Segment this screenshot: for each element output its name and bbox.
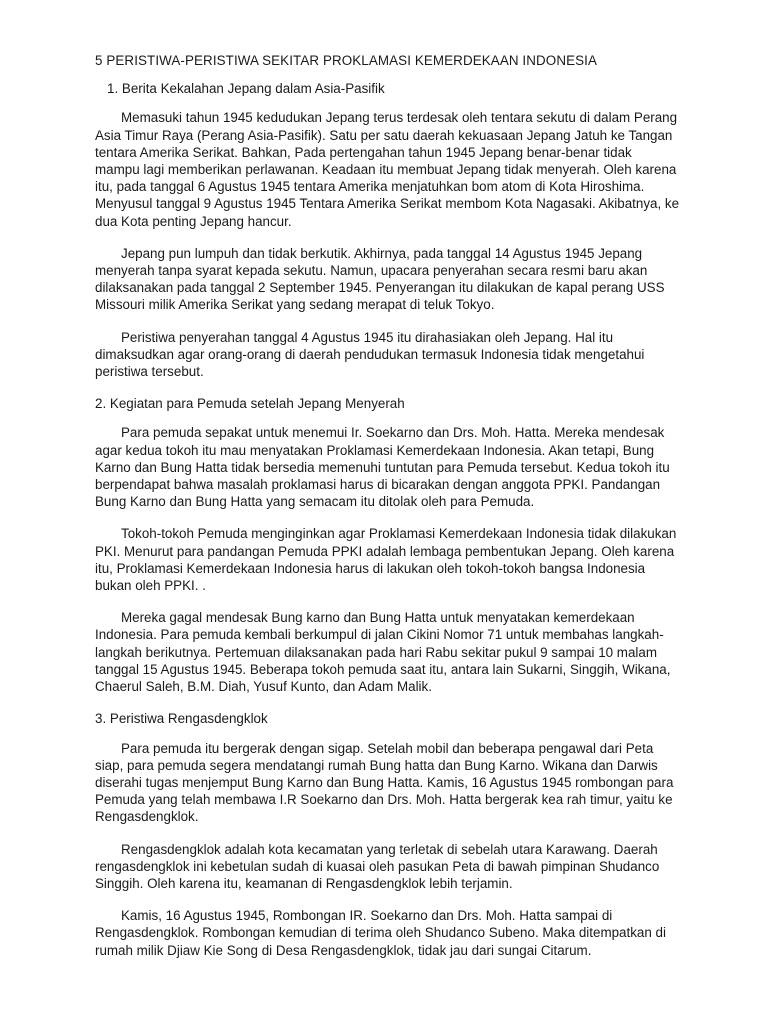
paragraph: Kamis, 16 Agustus 1945, Rombongan IR. Soekarno dan Drs. Moh. Hatta sampai di Rengasdengklok. Rombongan kemudian di terima oleh Shudanco Subeno. Maka ditempatkan di rumah milik Djiaw Kie Song di Desa Rengasdengklok, tidak jau dari sungai Citarum. — [95, 908, 666, 958]
paragraph: Para pemuda itu bergerak dengan sigap. Setelah mobil dan beberapa pengawal dari Peta siap, para pemuda segera mendatangi rumah Bung hatta dan Bung Karno. Wikana dan Darwis diserahi tugas menjemput Bung Karno dan Bung Hatta. Kamis, 16 Agustus 1945 rombongan para Pemuda yang telah membawa I.R Soekarno dan Drs. Moh. Hatta bergerak kea rah timur, yaitu ke Rengasdengklok. — [95, 740, 674, 825]
document-title: 5 PERISTIWA-PERISTIWA SEKITAR PROKLAMASI KEMERDEKAAN INDONESIA — [95, 53, 597, 68]
paragraph: Memasuki tahun 1945 kedudukan Jepang terus terdesak oleh tentara sekutu di dalam Perang Asia Timur Raya (Perang Asia-Pasifik). Satu per satu daerah kekuasaan Jepang Jatuh ke Tangan tentara Amerika Serikat. Bahkan, Pada pertengahan tahun 1945 Jepang benar-benar tidak mampu lagi memberikan perlawanan. Keadaan itu membuat Jepang tidak menyerah. Oleh karena itu, pada tanggal 6 Agustus 1945 tentara Amerika menjatuhkan bom atom di Kota Hiroshima. Menyusul tanggal 9 Agustus 1945 Tentara Amerika Serikat membom Kota Nagasaki. Akibatnya, ke dua Kota penting Jepang hancur. — [95, 110, 680, 229]
paragraph: Rengasdengklok adalah kota kecamatan yang terletak di sebelah utara Karawang. Daerah rengasdengklok ini kebetulan sudah di kuasai oleh pasukan Peta di bawah pimpinan Shudanco Singgih. Oleh karena itu, keamanan di Rengasdengklok lebih terjamin. — [95, 841, 660, 891]
paragraph: Para pemuda sepakat untuk menemui Ir. Soekarno dan Drs. Moh. Hatta. Mereka mendesak agar kedua tokoh itu mau menyatakan Proklamasi Kemerdekaan Indonesia. Akan tetapi, Bung Karno dan Bung Hatta tidak bersedia memenuhi tuntutan para Pemuda tersebut. Kedua tokoh itu berpendapat bahwa masalah proklamasi harus di bicarakan dengan anggota PPKI. Pandangan Bung Karno dan Bung Hatta yang semacam itu ditolak oleh para Pemuda. — [95, 425, 670, 510]
section-heading: 1. Berita Kekalahan Jepang dalam Asia-Pasifik — [107, 81, 385, 97]
section-2 — [95, 395, 680, 695]
section-heading: 2. Kegiatan para Pemuda setelah Jepang Menyerah — [95, 396, 405, 412]
section-1 — [95, 80, 680, 380]
paragraph: Tokoh-tokoh Pemuda menginginkan agar Proklamasi Kemerdekaan Indonesia tidak dilakukan PKI. Menurut para pandangan Pemuda PPKI adalah lembaga pembentukan Jepang. Oleh karena itu, Proklamasi Kemerdekaan Indonesia harus di lakukan oleh tokoh-tokoh bangsa Indonesia bukan oleh PPKI. . — [95, 526, 677, 594]
paragraph: Jepang pun lumpuh dan tidak berkutik. Akhirnya, pada tanggal 14 Agustus 1945 Jepang menyerah tanpa syarat kepada sekutu. Namun, upacara penyerahan secara resmi baru akan dilaksanakan pada tanggal 2 September 1945. Penyerangan itu dilakukan de kapal perang USS Missouri milik Amerika Serikat yang sedang merapat di teluk Tokyo. — [95, 245, 665, 313]
paragraph: Mereka gagal mendesak Bung karno dan Bung Hatta untuk menyatakan kemerdekaan Indonesia. Para pemuda kembali berkumpul di jalan Cikini Nomor 71 untuk membahas langkah-langkah berikutnya. Pertemuan dilaksanakan pada hari Rabu sekitar pukul 9 sampai 10 malam tanggal 15 Agustus 1945. Beberapa tokoh pemuda saat itu, antara lain Sukarni, Singgih, Wikana, Chaerul Saleh, B.M. Diah, Yusuf Kunto, dan Adam Malik. — [95, 610, 671, 695]
document-body — [95, 52, 680, 974]
section-3 — [95, 710, 680, 958]
paragraph: Peristiwa penyerahan tanggal 4 Agustus 1945 itu dirahasiakan oleh Jepang. Hal itu dimaksudkan agar orang-orang di daerah pendudukan termasuk Indonesia tidak mengetahui peristiwa tersebut. — [95, 329, 645, 380]
section-heading: 3. Peristiwa Rengasdengklok — [95, 711, 268, 727]
